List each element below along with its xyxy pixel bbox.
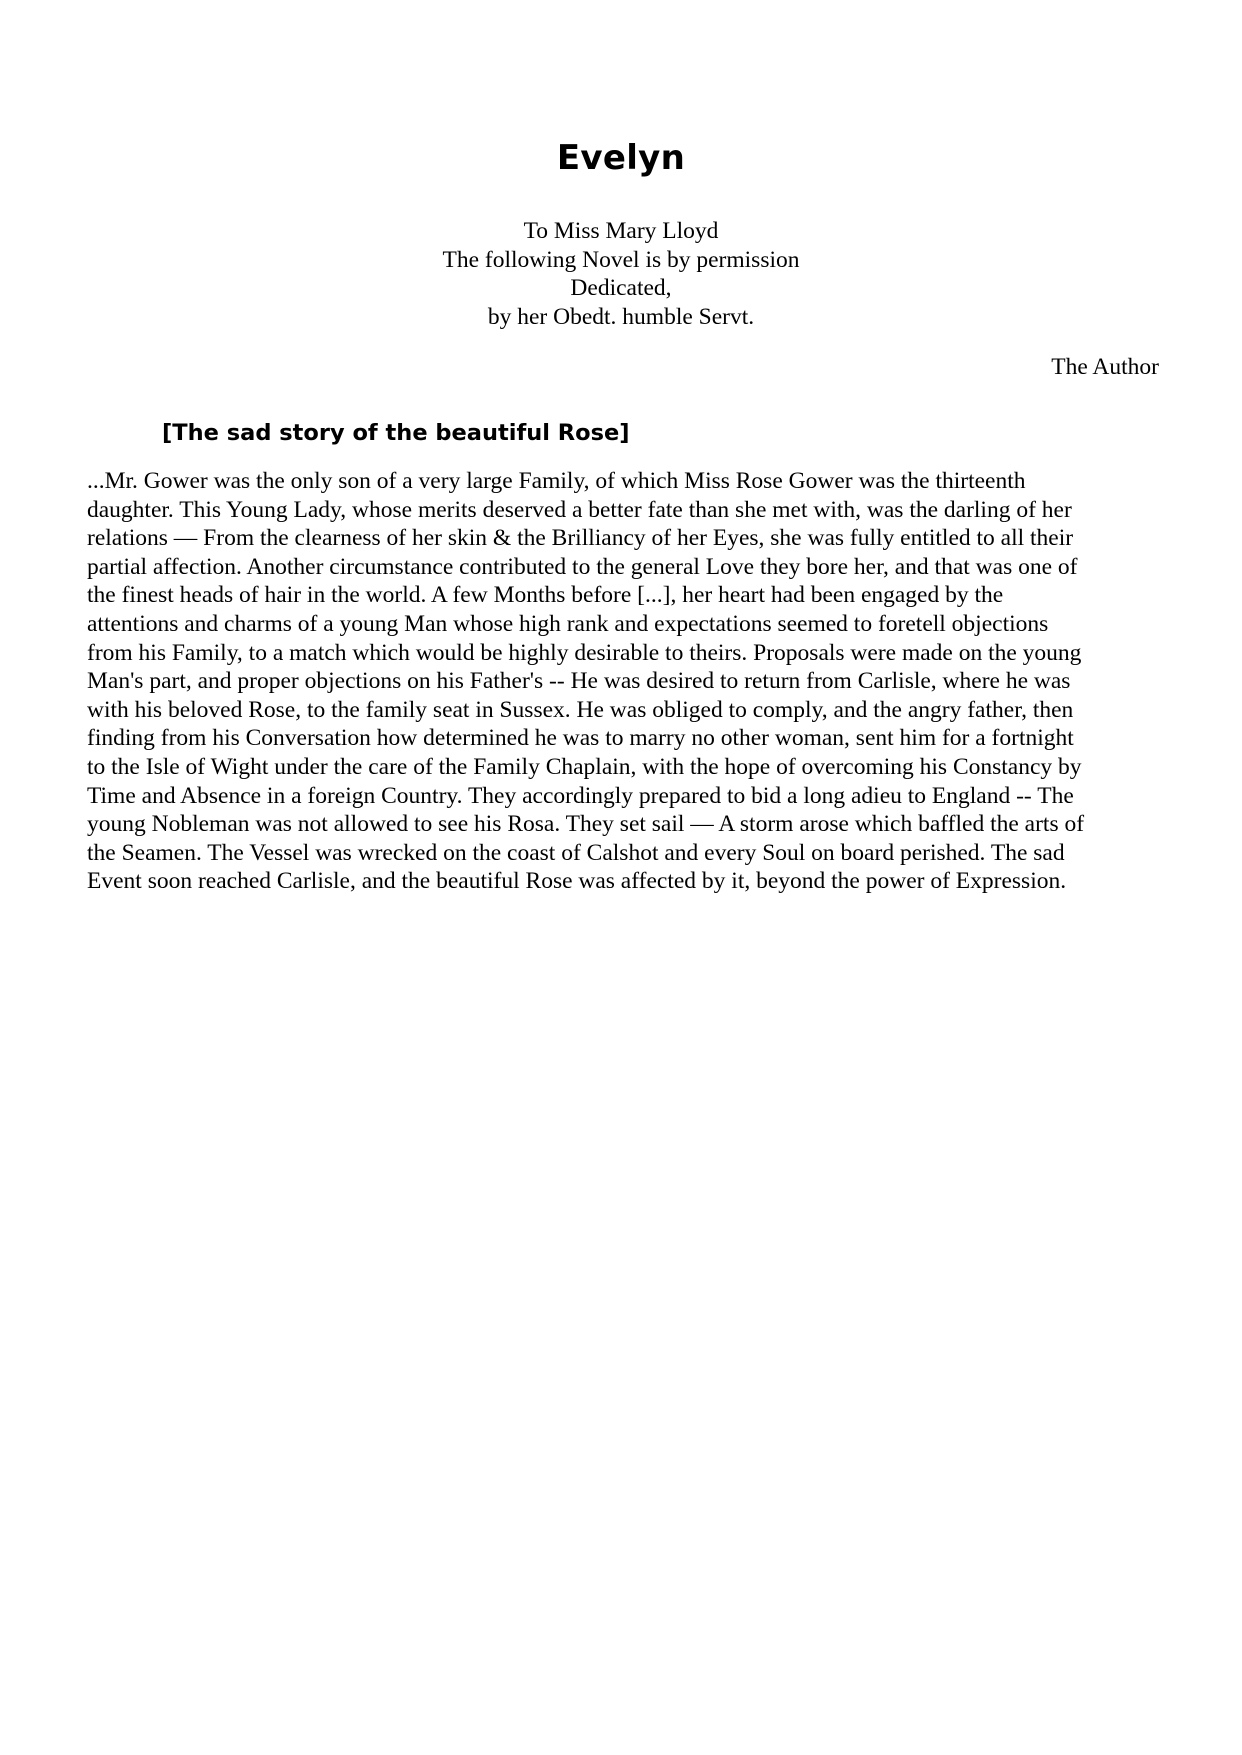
body-line: finding from his Conversation how determined he was to marry no other woman, sent him for a fortnight xyxy=(87,725,1074,752)
body-line: ...Mr. Gower was the only son of a very large Family, of which Miss Rose Gower was the thirteenth xyxy=(87,468,1026,494)
author-signature: The Author xyxy=(1051,354,1159,380)
dedication-line: Dedicated, xyxy=(570,275,672,302)
dedication-block xyxy=(0,217,1242,331)
body-line: from his Family, to a match which would be highly desirable to theirs. Proposals were made on the young xyxy=(87,639,1082,666)
body-line: to the Isle of Wight under the care of the Family Chaplain, with the hope of overcoming his Constancy by xyxy=(87,753,1082,780)
body-line: Event soon reached Carlisle, and the beautiful Rose was affected by it, beyond the power of Expression. xyxy=(87,868,1067,895)
body-line: the finest heads of hair in the world. A few Months before [...], her heart had been engaged by the xyxy=(87,582,1004,609)
body-line: daughter. This Young Lady, whose merits deserved a better fate than she met with, was the darling of her xyxy=(87,496,1072,523)
body-line: relations — From the clearness of her skin & the Brilliancy of her Eyes, she was fully entitled to all their xyxy=(87,525,1074,552)
dedication-line: The following Novel is by permission xyxy=(442,246,800,273)
body-line: young Nobleman was not allowed to see his Rosa. They set sail — A storm arose which baffled the arts of xyxy=(87,811,1085,838)
body-line: with his beloved Rose, to the family seat in Sussex. He was obliged to comply, and the angry father, then xyxy=(87,696,1074,723)
section-heading: [The sad story of the beautiful Rose] xyxy=(162,420,630,446)
document-title: Evelyn xyxy=(556,138,686,178)
dedication-line: by her Obedt. humble Servt. xyxy=(487,303,755,330)
body-line: attentions and charms of a young Man whose high rank and expectations seemed to foretell objections xyxy=(87,610,1049,637)
body-line: partial affection. Another circumstance contributed to the general Love they bore her, and that was one of xyxy=(87,553,1078,580)
dedication-line: To Miss Mary Lloyd xyxy=(523,218,719,244)
body-line: the Seamen. The Vessel was wrecked on the coast of Calshot and every Soul on board perished. The sad xyxy=(87,839,1065,866)
body-line: Time and Absence in a foreign Country. They accordingly prepared to bid a long adieu to England -- The xyxy=(87,782,1074,809)
body-line: Man's part, and proper objections on his Father's -- He was desired to return from Carlisle, where he was xyxy=(87,668,1071,695)
body-paragraph xyxy=(87,467,1167,896)
